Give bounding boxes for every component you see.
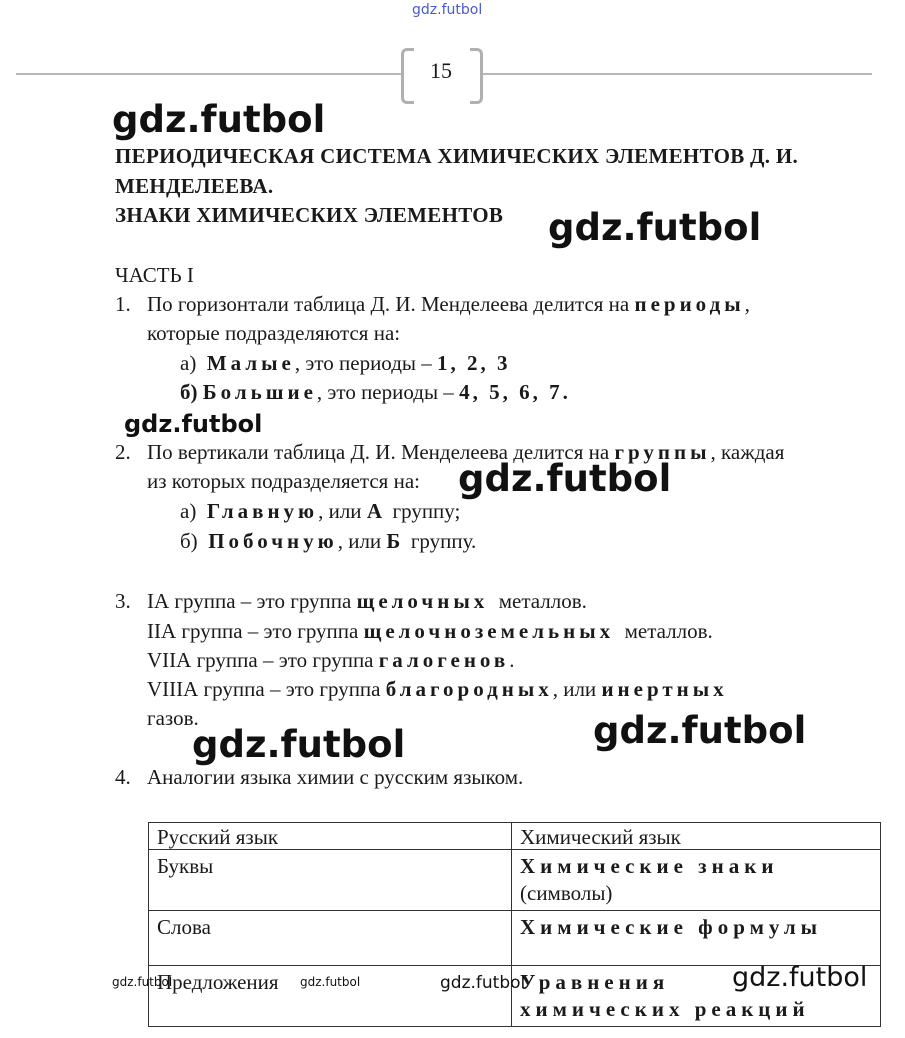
part-heading: ЧАСТЬ I [115, 263, 194, 287]
q1-line-2: которые подразделяются на: [147, 321, 401, 345]
q2-option-b: б) Побочную, или Б группу. [180, 529, 477, 553]
watermark: gdz.futbol [593, 709, 807, 752]
watermark-top: gdz.futbol [412, 2, 483, 18]
title-line-1: ПЕРИОДИЧЕСКАЯ СИСТЕМА ХИМИЧЕСКИХ ЭЛЕМЕНТОВ Д. И. [115, 144, 799, 168]
watermark: gdz.futbol [732, 962, 868, 993]
table-cell-ru: Слова [149, 911, 512, 966]
table-cell-ru: Буквы [149, 850, 512, 911]
q3-line-3: VIIА группа – это группа галогенов. [147, 648, 515, 672]
page-number: 15 [430, 58, 452, 83]
table-row [149, 850, 881, 911]
watermark: gdz.futbol [112, 975, 173, 989]
title-line-3: ЗНАКИ ХИМИЧЕСКИХ ЭЛЕМЕНТОВ [115, 203, 504, 227]
table-cell-ru: Предложения [149, 966, 512, 1027]
title-line-2: МЕНДЕЛЕЕВА. [115, 174, 274, 198]
analogy-table [148, 822, 881, 1027]
watermark: gdz.futbol [458, 457, 672, 500]
q3-number: 3. [115, 589, 131, 613]
page-number-bracket-right [470, 48, 483, 104]
watermark: gdz.futbol [548, 206, 762, 249]
header-rule-left [16, 73, 402, 75]
table-header-row [149, 823, 881, 850]
q3-line-2: IIА группа – это группа щелочноземельных металлов. [147, 619, 713, 643]
watermark: gdz.futbol [440, 973, 526, 993]
q1-answer: периоды [634, 292, 745, 316]
table-header-cell: Химический язык [512, 823, 881, 850]
watermark: gdz.futbol [192, 723, 406, 766]
q4-number: 4. [115, 765, 131, 789]
q1-number: 1. [115, 292, 131, 316]
q1-line-1: По горизонтали таблица Д. И. Менделеева делится на периоды, [147, 292, 750, 316]
page-number-bracket-left [401, 48, 414, 104]
q3-line-4: VIIIА группа – это группа благородных, или инертных [147, 677, 728, 701]
watermark: gdz.futbol [124, 410, 263, 438]
header-rule-right [482, 73, 872, 75]
q2-answer: группы [614, 440, 711, 464]
q1-option-b: б) Большие, это периоды – 4, 5, 6, 7. [180, 380, 571, 404]
q4-text: Аналогии языка химии с русским языком. [147, 765, 524, 789]
watermark: gdz.futbol [112, 98, 326, 141]
q2-line-1: По вертикали таблица Д. И. Менделеева делится на группы, каждая [147, 440, 785, 464]
q2-line-2: из которых подразделяется на: [147, 469, 420, 493]
table-header-cell: Русский язык [149, 823, 512, 850]
table-cell-chem: Уравнения химических реакций [512, 966, 881, 1027]
q3-line-1: IА группа – это группа щелочных металлов. [147, 589, 587, 613]
table-cell-chem: Химические формулы [512, 911, 881, 966]
table-row [149, 911, 881, 966]
table-cell-chem: Химические знаки (символы) [512, 850, 881, 911]
q2-number: 2. [115, 440, 131, 464]
q3-line-5: газов. [147, 706, 199, 730]
q2-option-a: а) Главную, или А группу; [180, 499, 461, 523]
q1-option-a: а) Малые, это периоды – 1, 2, 3 [180, 351, 511, 375]
watermark: gdz.futbol [300, 975, 361, 989]
